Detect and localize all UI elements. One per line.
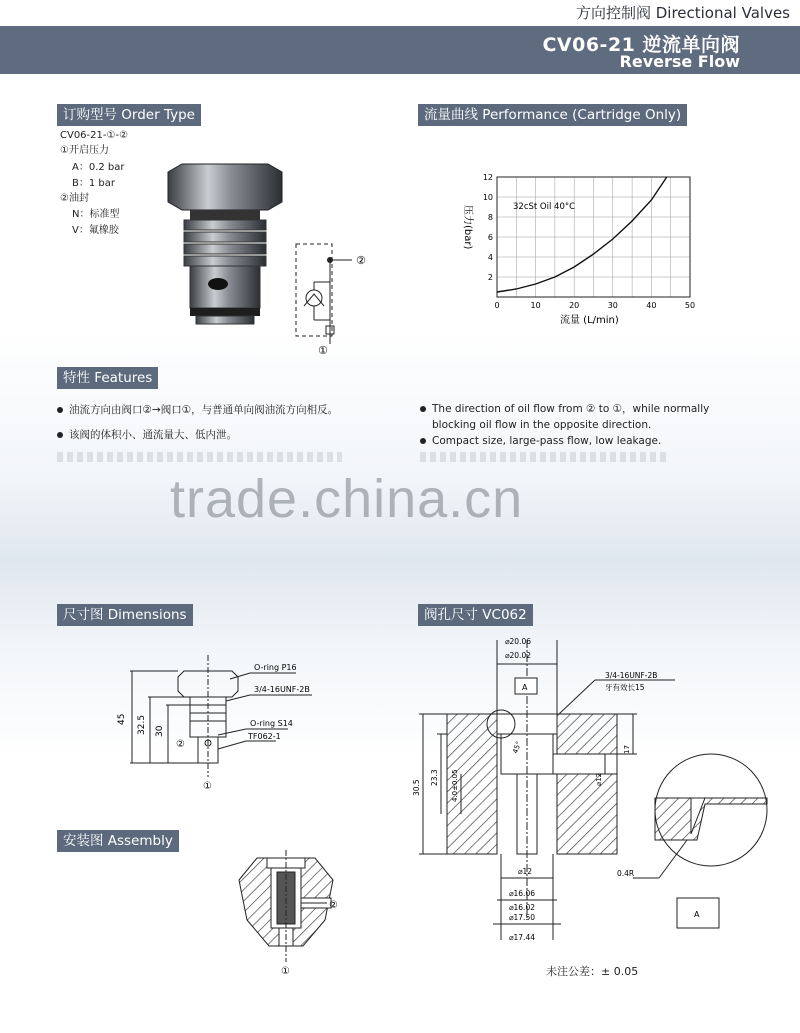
feature-cn-0 (57, 402, 397, 418)
order-line-1: A：0.2 bar (72, 162, 125, 173)
dim-port-1: ① (203, 781, 212, 792)
dim-label-30: 30 (155, 725, 165, 737)
bullet-icon (57, 407, 63, 413)
product-subtitle: Reverse Flow (619, 52, 740, 71)
feature-en-0-text: The direction of oil flow from ② to ①，while normally blocking oil flow in the opposite direction. (432, 403, 710, 431)
blurred-text-line (57, 452, 342, 462)
tolerance-note: 未注公差：± 0.05 (546, 965, 639, 978)
dim-thread: 3/4-16UNF-2B (254, 685, 310, 694)
dim-port-2: ② (176, 739, 185, 750)
dim-label-45: 45 (117, 713, 127, 725)
dimensions-drawing (100, 655, 330, 795)
performance-chart (455, 165, 715, 330)
x-tick-label: 20 (569, 301, 580, 310)
blurred-text-line (420, 452, 670, 462)
symbol-port-1: ① (318, 344, 328, 357)
x-tick-label: 10 (530, 301, 541, 310)
order-line-3: ②油封 (60, 193, 89, 204)
order-line-2: B：1 bar (72, 178, 115, 189)
chart-annotation: 32cSt Oil 40°C (513, 202, 576, 212)
cav-dim-d12-side: ⌀12 (595, 772, 603, 786)
symbol-port-2: ② (356, 254, 366, 267)
x-tick-label: 0 (494, 301, 500, 310)
order-line-5: V：氟橡胶 (72, 225, 119, 236)
order-line-4: N：标准型 (72, 209, 120, 220)
feature-cn-0-text: 油流方向由阀口②→阀口①，与普通单向阀油流方向相反。 (69, 404, 339, 416)
dimensions-heading: 尺寸图 Dimensions (57, 604, 193, 626)
feature-cn-1-text: 该阀的体积小、通流量大、低内泄。 (69, 429, 237, 441)
cav-d16-06: ⌀16.06 (509, 889, 535, 898)
cav-d16-02: ⌀16.02 (509, 903, 535, 912)
y-tick-label: 12 (482, 173, 493, 182)
feature-cn-1 (57, 427, 397, 443)
cav-dim-30-5: 30.5 (412, 779, 421, 796)
assembly-drawing (215, 850, 355, 980)
feature-en-1 (420, 433, 755, 449)
features-heading: 特性 Features (57, 367, 158, 389)
y-tick-label: 4 (487, 253, 493, 262)
y-tick-label: 8 (487, 213, 493, 222)
cav-detail-a-label: A (694, 910, 700, 919)
chart-series-line (497, 177, 667, 292)
product-title: CV06-21 逆流单向阀 (542, 34, 740, 56)
cav-dim-4-0: 4.0±0.05 (451, 769, 459, 802)
bullet-icon (57, 432, 63, 438)
cav-d17-44: ⌀17.44 (509, 933, 535, 942)
y-tick-label: 10 (482, 193, 493, 202)
cartridge-valve-image (160, 160, 290, 330)
dim-tf062: TF062-1 (248, 732, 281, 741)
y-tick-label: 2 (487, 273, 493, 282)
category-title: 方向控制阀 Directional Valves (575, 4, 790, 22)
assembly-port-2: ② (329, 900, 338, 911)
cavity-drawing (405, 630, 785, 960)
order-type-model: CV06-21-①-② (60, 130, 129, 141)
feature-en-0 (420, 401, 755, 433)
watermark-text: trade.china.cn (170, 469, 524, 529)
cavity-heading: 阀孔尺寸 VC062 (418, 604, 533, 626)
chart-grid (497, 177, 690, 297)
dim-oring-s14: O-ring S14 (250, 719, 293, 728)
cav-d20-02: ⌀20.02 (505, 651, 531, 660)
cav-d20-06: ⌀20.06 (505, 637, 531, 646)
cav-radius: 0.4R (617, 869, 635, 878)
bullet-icon (420, 438, 426, 444)
assembly-heading: 安装图 Assembly (57, 830, 179, 852)
cav-detail-a-marker: A (522, 683, 528, 692)
x-tick-label: 50 (684, 301, 696, 310)
order-type-heading: 订购型号 Order Type (57, 104, 201, 126)
hydraulic-symbol (290, 240, 370, 360)
assembly-port-1: ① (281, 966, 290, 977)
x-tick-label: 40 (646, 301, 657, 310)
dim-label-32-5: 32.5 (137, 714, 147, 735)
cav-d12-bottom: ⌀12 (518, 867, 533, 876)
order-line-0: ①开启压力 (60, 145, 109, 156)
chart-ylabel: 压力(bar) (462, 205, 473, 250)
feature-en-1-text: Compact size, large-pass flow, low leakage. (432, 435, 662, 447)
dim-oring-p16: O-ring P16 (254, 663, 297, 672)
cav-d17-50: ⌀17.50 (509, 913, 535, 922)
cav-dim-17: 17 (623, 745, 631, 754)
cav-dim-23-3: 23.3 (430, 769, 439, 786)
chart-xlabel: 流量 (L/min) (560, 315, 619, 326)
y-tick-label: 6 (487, 233, 493, 242)
cav-thread: 3/4-16UNF-2B (605, 671, 658, 680)
bullet-icon (420, 406, 426, 412)
cav-angle-45: 45° (511, 740, 524, 755)
performance-heading: 流量曲线 Performance (Cartridge Only) (418, 104, 687, 126)
x-tick-label: 30 (607, 301, 618, 310)
cav-thread-length: 牙有效长15 (605, 683, 645, 692)
